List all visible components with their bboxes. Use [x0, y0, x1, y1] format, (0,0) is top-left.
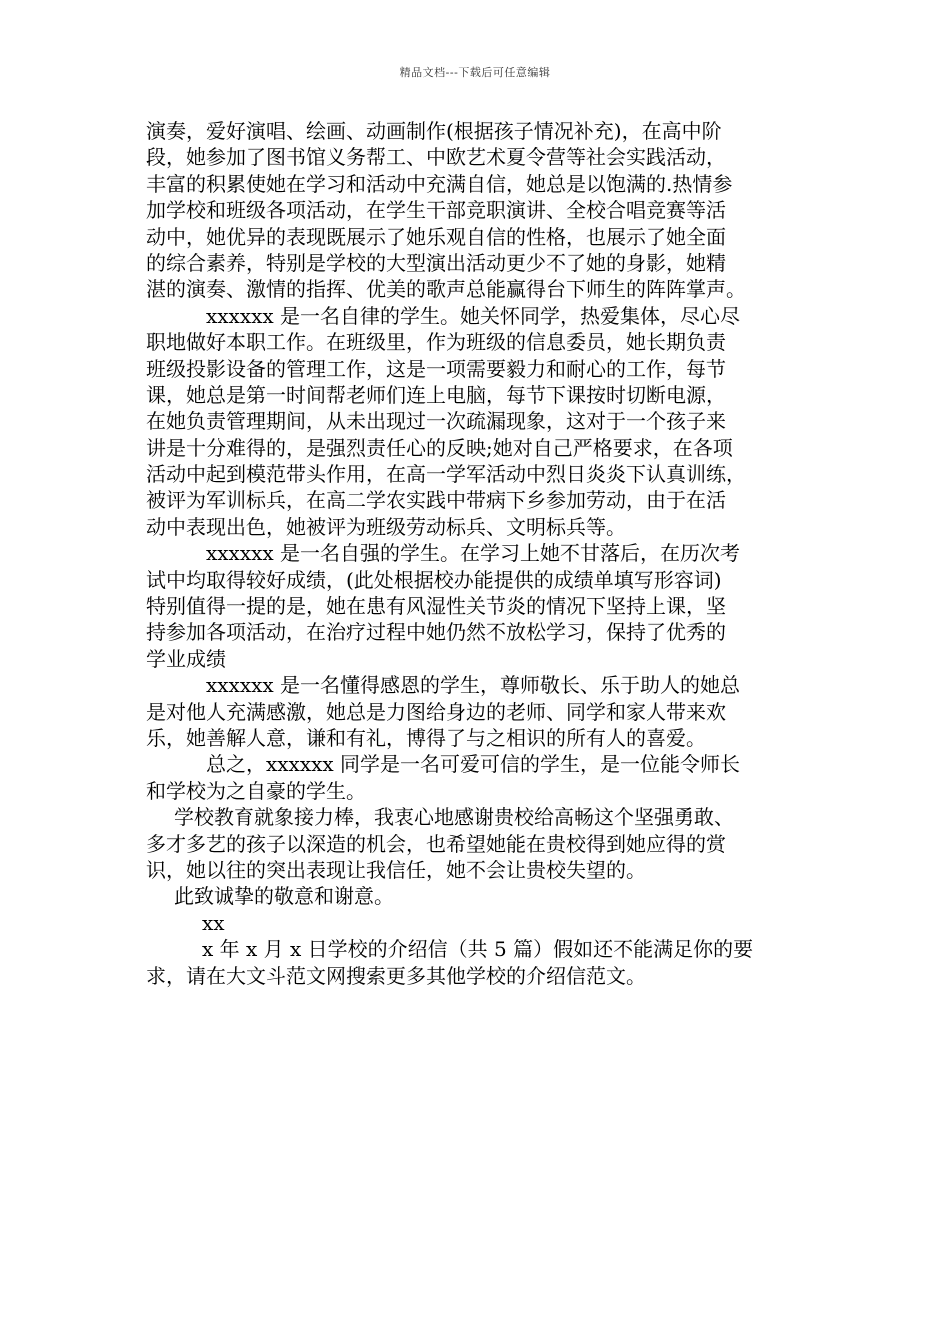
- body-line: 湛的演奏、激情的指挥、优美的歌声总能赢得台下师生的阵阵掌声。: [146, 277, 746, 302]
- body-line: 乐，她善解人意，谦和有礼，博得了与之相识的所有人的喜爱。: [146, 725, 706, 750]
- body-line: 丰富的积累使她在学习和活动中充满自信，她总是以饱满的.热情参: [146, 171, 733, 196]
- body-line: 的综合素养，特别是学校的大型演出活动更少不了她的身影，她精: [146, 250, 726, 275]
- body-line: 加学校和班级各项活动，在学生干部竞职演讲、全校合唱竞赛等活: [146, 198, 726, 223]
- body-line: 试中均取得较好成绩，(此处根据校办能提供的成绩单填写形容词): [146, 567, 722, 592]
- paragraph-start-line: xxxxxx 是一名自律的学生。她关怀同学，热爱集体，尽心尽: [206, 303, 741, 328]
- closing-line: 此致诚挚的敬意和谢意。: [174, 884, 394, 909]
- body-line: 在她负责管理期间，从未出现过一次疏漏现象，这对于一个孩子来: [146, 409, 726, 434]
- body-line: 持参加各项活动，在治疗过程中她仍然不放松学习，保持了优秀的: [146, 620, 726, 645]
- paragraph-start-line: 总之，xxxxxx 同学是一名可爱可信的学生，是一位能令师长: [206, 752, 741, 777]
- body-line: 演奏，爱好演唱、绘画、动画制作(根据孩子情况补充)，在高中阶: [146, 119, 722, 143]
- body-line: 讲是十分难得的，是强烈责任心的反映;她对自己严格要求，在各项: [146, 435, 733, 460]
- body-line: 多才多艺的孩子以深造的机会，也希望她能在贵校得到她应得的赏: [146, 831, 726, 856]
- body-line: 求，请在大文斗范文网搜索更多其他学校的介绍信范文。: [146, 963, 646, 988]
- body-line: 识，她以往的突出表现让我信任，她不会让贵校失望的。: [146, 857, 646, 882]
- body-line: 职地做好本职工作。在班级里，作为班级的信息委员，她长期负责: [146, 330, 726, 355]
- page-header: 精品文档---下载后可任意编辑: [399, 66, 551, 79]
- body-line: 被评为军训标兵，在高二学农实践中带病下乡参加劳动，由于在活: [146, 488, 726, 513]
- paragraph-start-line: 学校教育就象接力棒，我衷心地感谢贵校给高畅这个坚强勇敢、: [174, 805, 734, 830]
- date-line: x 年 x 月 x 日学校的介绍信（共 5 篇）假如还不能满足你的要: [202, 937, 754, 962]
- body-line: 和学校为之自豪的学生。: [146, 778, 366, 803]
- body-line: 特别值得一提的是，她在患有风湿性关节炎的情况下坚持上课，坚: [146, 594, 726, 619]
- signature-line: xx: [202, 910, 225, 935]
- body-line: 动中表现出色，她被评为班级劳动标兵、文明标兵等。: [146, 514, 626, 539]
- body-line: 是对他人充满感激，她总是力图给身边的老师、同学和家人带来欢: [146, 699, 726, 724]
- letter-body: [146, 118, 836, 989]
- body-line: 学业成绩: [146, 646, 226, 671]
- body-line: 段，她参加了图书馆义务帮工、中欧艺术夏令营等社会实践活动，: [146, 145, 726, 170]
- paragraph-start-line: xxxxxx 是一名自强的学生。在学习上她不甘落后，在历次考: [206, 541, 741, 566]
- body-line: 活动中起到模范带头作用，在高一学军活动中烈日炎炎下认真训练，: [146, 462, 746, 487]
- body-line: 动中，她优异的表现既展示了她乐观自信的性格，也展示了她全面: [146, 224, 726, 249]
- body-line: 班级投影设备的管理工作，这是一项需要毅力和耐心的工作，每节: [146, 356, 726, 381]
- paragraph-start-line: xxxxxx 是一名懂得感恩的学生，尊师敬长、乐于助人的她总: [206, 673, 741, 698]
- body-line: 课，她总是第一时间帮老师们连上电脑，每节下课按时切断电源，: [146, 382, 726, 407]
